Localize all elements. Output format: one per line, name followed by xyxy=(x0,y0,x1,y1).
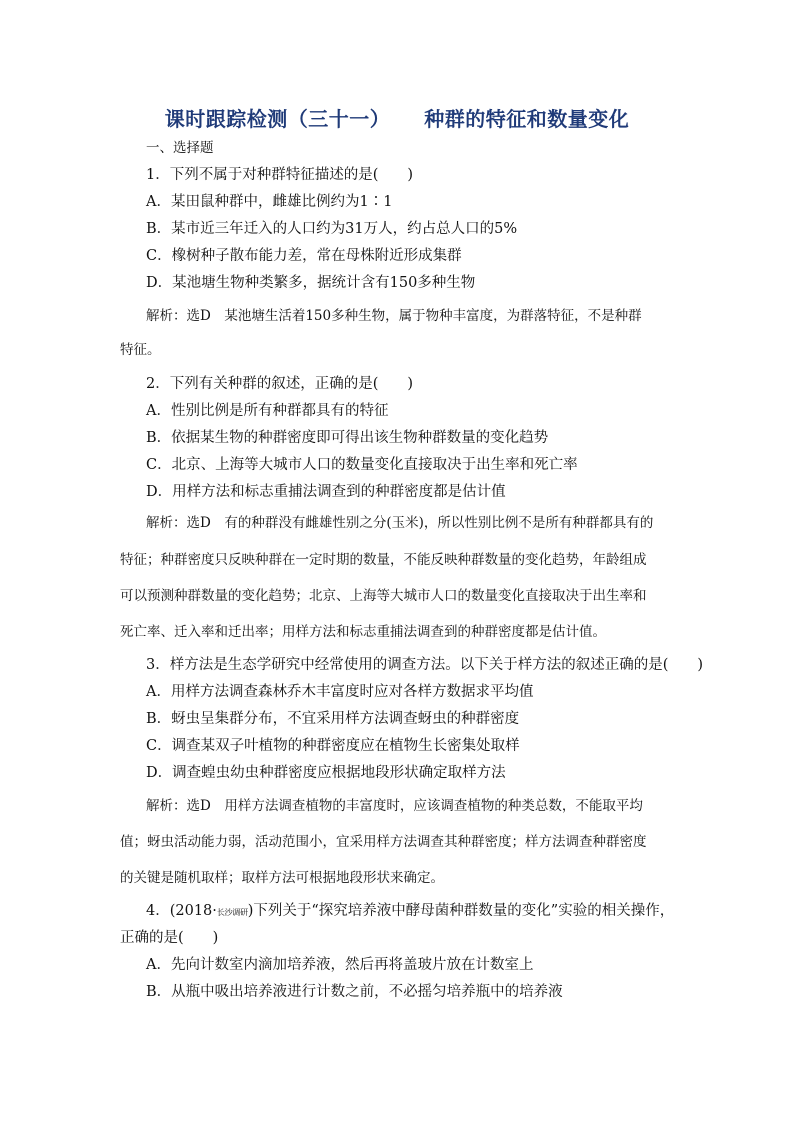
q2-analysis-line1: 解析：选D 有的种群没有雌雄性别之分(玉米)，所以性别比例不是所有种群都具有的 xyxy=(146,515,654,531)
q1-option-b: B．某市近三年迁入的人口约为31万人，约占总人口的5% xyxy=(146,221,518,237)
q4-stem-line1 xyxy=(146,902,674,922)
q3-stem: 3．样方法是生态学研究中经常使用的调查方法。以下关于样方法的叙述正确的是( ) xyxy=(146,657,704,673)
q3-analysis-line2: 值；蚜虫活动能力弱，活动范围小，宜采用样方法调查其种群密度；样方法调查种群密度 xyxy=(120,834,647,850)
q1-option-a: A．某田鼠种群中，雌雄比例约为1∶1 xyxy=(146,194,393,210)
section-heading: 一、选择题 xyxy=(146,140,214,156)
q3-option-b: B．蚜虫呈集群分布，不宜采用样方法调查蚜虫的种群密度 xyxy=(146,711,520,727)
q1-analysis-line2: 特征。 xyxy=(120,342,161,358)
page-title xyxy=(0,103,794,132)
title-part1: 课时跟踪检测（三十一） xyxy=(164,107,391,131)
q1-option-d: D．某池塘生物种类繁多，据统计含有150多种生物 xyxy=(146,275,476,291)
q2-analysis-line2: 特征；种群密度只反映种群在一定时期的数量，不能反映种群数量的变化趋势，年龄组成 xyxy=(120,552,647,568)
q3-analysis-line1: 解析：选D 用样方法调查植物的丰富度时，应该调查植物的种类总数，不能取平均 xyxy=(146,798,643,814)
q2-stem: 2．下列有关种群的叙述，正确的是( ) xyxy=(146,376,414,392)
q2-analysis-line4: 死亡率、迁入率和迁出率；用样方法和标志重捕法调查到的种群密度都是估计值。 xyxy=(120,624,606,640)
q4-stem-prefix: 4．(2018· xyxy=(146,903,217,919)
q2-option-c: C．北京、上海等大城市人口的数量变化直接取决于出生率和死亡率 xyxy=(146,457,578,473)
q3-option-c: C．调查某双子叶植物的种群密度应在植物生长密集处取样 xyxy=(146,738,520,754)
q2-analysis-line3: 可以预测种群数量的变化趋势；北京、上海等大城市人口的数量变化直接取决于出生率和 xyxy=(120,588,647,604)
q3-analysis-line3: 的关键是随机取样；取样方法可根据地段形状来确定。 xyxy=(120,870,444,886)
q4-option-a: A．先向计数室内滴加培养液，然后再将盖玻片放在计数室上 xyxy=(146,957,534,973)
q4-stem-rest: )下列关于“探究培养液中酵母菌种群数量的变化”实验的相关操作， xyxy=(247,903,675,919)
q1-option-c: C．橡树种子散布能力差，常在母株附近形成集群 xyxy=(146,248,462,264)
q3-option-d: D．调查蝗虫幼虫种群密度应根据地段形状确定取样方法 xyxy=(146,765,506,781)
q1-analysis-line1: 解析：选D 某池塘生活着150多种生物，属于物种丰富度，为群落特征，不是种群 xyxy=(146,308,642,324)
q4-stem-source: 长沙调研 xyxy=(216,908,248,917)
q2-option-a: A．性别比例是所有种群都具有的特征 xyxy=(146,403,389,419)
q4-stem-line2: 正确的是( ) xyxy=(120,930,219,946)
q3-option-a: A．用样方法调查森林乔木丰富度时应对各样方数据求平均值 xyxy=(146,684,534,700)
q2-option-d: D．用样方法和标志重捕法调查到的种群密度都是估计值 xyxy=(146,484,506,500)
title-part2: 种群的特征和数量变化 xyxy=(424,107,630,131)
q2-option-b: B．依据某生物的种群密度即可得出该生物种群数量的变化趋势 xyxy=(146,430,549,446)
q4-option-b: B．从瓶中吸出培养液进行计数之前，不必摇匀培养瓶中的培养液 xyxy=(146,984,563,1000)
q1-stem: 1．下列不属于对种群特征描述的是( ) xyxy=(146,167,414,183)
